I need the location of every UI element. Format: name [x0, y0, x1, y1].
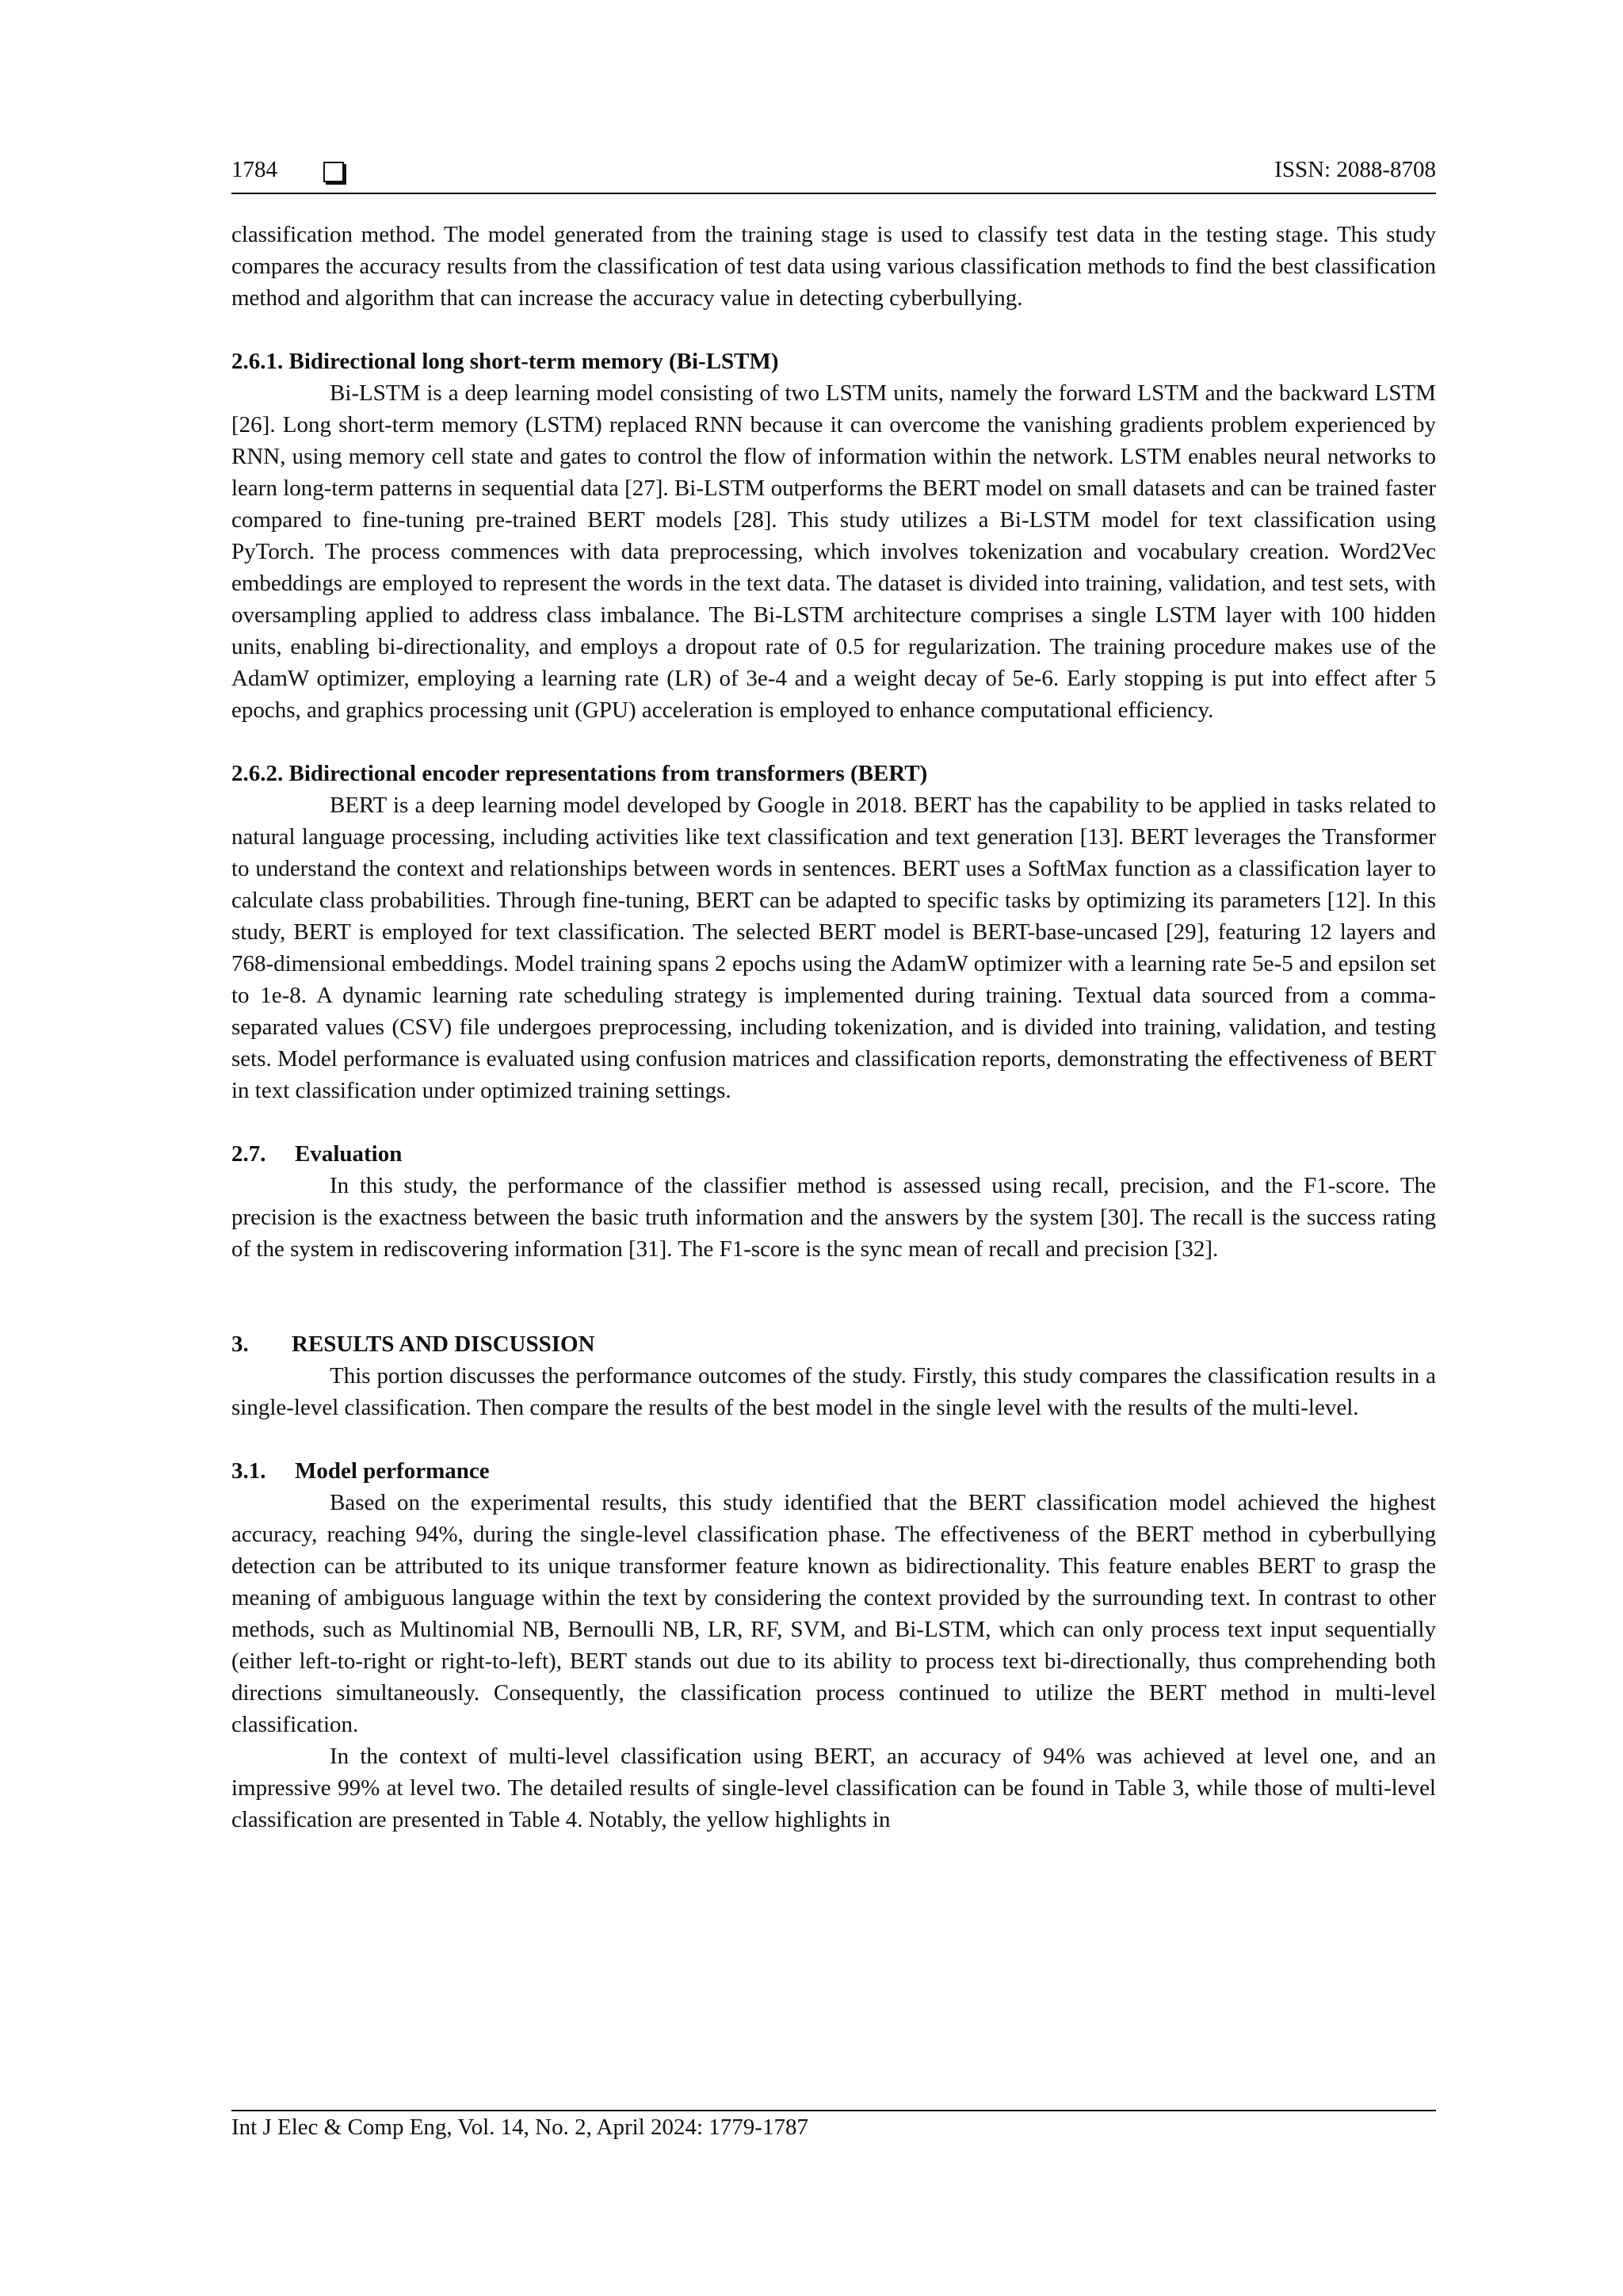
- results-paragraph: This portion discusses the performance outcomes of the study. Firstly, this study compares the classification results in a single-level classification. Then compare the results of the best model in the single level with the results of the multi-level.: [231, 1363, 1436, 1420]
- intro-paragraph: classification method. The model generated from the training stage is used to classify test data in the testing stage. This study compares the accuracy results from the classification of test data using various classification methods to find the best classification method and algorithm that can increase the accuracy value in detecting cyberbullying.: [231, 222, 1436, 311]
- section-number: 3.: [231, 1331, 249, 1357]
- section-heading-3: [231, 1328, 1436, 1360]
- bert-paragraph: BERT is a deep learning model developed by Google in 2018. BERT has the capability to be applied in tasks related to natural language processing, including activities like text classification and text generation [13]. BERT leverages the Transformer to understand the context and relationships between words in sentences. BERT uses a SoftMax function as a classification layer to calculate class probabilities. Through fine-tuning, BERT can be adapted to specific tasks by optimizing its parameters [12]. In this study, BERT is employed for text classification. The selected BERT model is BERT-base-uncased [29], featuring 12 layers and 768-dimensional embeddings. Model training spans 2 epochs using the AdamW optimizer with a learning rate 5e-5 and epsilon set to 1e-8. A dynamic learning rate scheduling strategy is implemented during training. Textual data sourced from a comma-separated values (CSV) file undergoes preprocessing, including tokenization, and is divided into training, validation, and testing sets. Model performance is evaluated using confusion matrices and classification reports, demonstrating the effectiveness of BERT in text classification under optimized training settings.: [231, 793, 1436, 1103]
- model-performance-paragraph-1: Based on the experimental results, this study identified that the BERT classification model achieved the highest accuracy, reaching 94%, during the single-level classification phase. The effectiveness of the BERT method in cyberbullying detection can be attributed to its unique transformer feature known as bidirectionality. This feature enables BERT to grasp the meaning of ambiguous language within the text by considering the context provided by the surrounding text. In contrast to other methods, such as Multinomial NB, Bernoulli NB, LR, RF, SVM, and Bi-LSTM, which can only process text input sequentially (either left-to-right or right-to-left), BERT stands out due to its ability to process text bi-directionally, thus comprehending both directions simultaneously. Consequently, the classification process continued to utilize the BERT method in multi-level classification.: [231, 1490, 1436, 1737]
- page-body: [231, 219, 1436, 1836]
- checkbox-square-icon: [323, 162, 344, 182]
- section-title: Model performance: [295, 1458, 490, 1484]
- model-performance-paragraph-2: In the context of multi-level classification using BERT, an accuracy of 94% was achieved at level one, and an impressive 99% at level two. The detailed results of single-level classification can be found in Table 3, while those of multi-level classification are presented in Table 4. Notably, the yellow highlights in: [231, 1744, 1436, 1832]
- section-heading-2-6-2: 2.6.2. Bidirectional encoder representations from transformers (BERT): [231, 761, 928, 786]
- section-number: 2.7.: [231, 1141, 266, 1167]
- page-number: 1784: [231, 157, 277, 182]
- evaluation-paragraph: In this study, the performance of the classifier method is assessed using recall, precision, and the F1-score. The precision is the exactness between the basic truth information and the answers by the system [30]. The recall is the success rating of the system in rediscovering information [31]. The F1-score is the sync mean of recall and precision [32].: [231, 1173, 1436, 1262]
- bilstm-paragraph: Bi-LSTM is a deep learning model consisting of two LSTM units, namely the forward LSTM and the backward LSTM [26]. Long short-term memory (LSTM) replaced RNN because it can overcome the vanishing gradients problem experienced by RNN, using memory cell state and gates to control the flow of information within the network. LSTM enables neural networks to learn long-term patterns in sequential data [27]. Bi-LSTM outperforms the BERT model on small datasets and can be trained faster compared to fine-tuning pre-trained BERT models [28]. This study utilizes a Bi-LSTM model for text classification using PyTorch. The process commences with data preprocessing, which involves tokenization and vocabulary creation. Word2Vec embeddings are employed to represent the words in the text data. The dataset is divided into training, validation, and test sets, with oversampling applied to address class imbalance. The Bi-LSTM architecture comprises a single LSTM layer with 100 hidden units, enabling bi-directionality, and employs a dropout rate of 0.5 for regularization. The training procedure makes use of the AdamW optimizer, employing a learning rate (LR) of 3e-4 and a weight decay of 5e-6. Early stopping is put into effect after 5 epochs, and graphics processing unit (GPU) acceleration is employed to enhance computational efficiency.: [231, 380, 1436, 723]
- section-title: Evaluation: [295, 1141, 403, 1167]
- issn-label: ISSN: 2088-8708: [1274, 157, 1436, 182]
- section-heading-2-6-1: 2.6.1. Bidirectional long short-term memory (Bi-LSTM): [231, 349, 779, 374]
- section-heading-3-1: [231, 1455, 1436, 1487]
- header-rule: [231, 193, 1436, 194]
- section-heading-2-7: [231, 1138, 1436, 1170]
- page-header: [231, 157, 1436, 193]
- section-number: 3.1.: [231, 1458, 266, 1484]
- section-title: RESULTS AND DISCUSSION: [292, 1331, 595, 1357]
- footer-citation: Int J Elec & Comp Eng, Vol. 14, No. 2, April 2024: 1779-1787: [231, 2115, 808, 2140]
- footer-rule: [231, 2110, 1436, 2111]
